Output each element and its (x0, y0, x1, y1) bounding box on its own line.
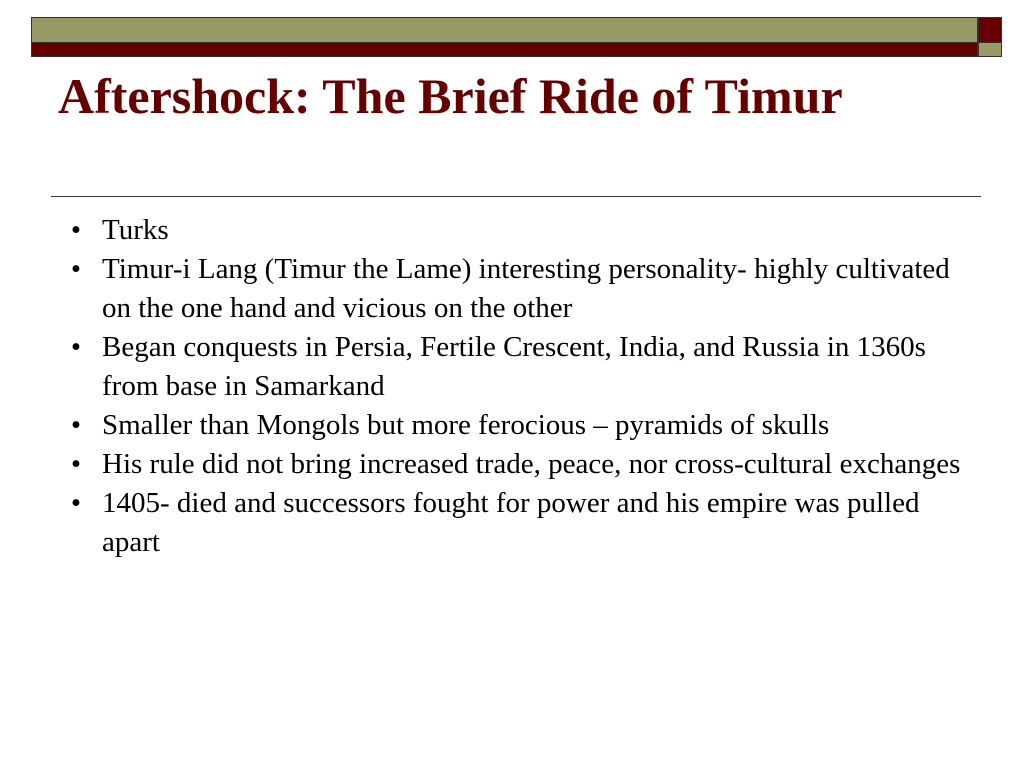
bullet-icon: • (70, 409, 82, 441)
header-bar-olive (31, 17, 978, 43)
slide-title: Aftershock: The Brief Ride of Timur (58, 68, 843, 124)
bullet-item (66, 484, 966, 562)
bullet-icon: • (70, 214, 82, 246)
header-square-maroon (978, 17, 1002, 43)
bullet-icon: • (70, 487, 82, 519)
header-square-olive (978, 43, 1002, 57)
bullet-item (66, 250, 966, 328)
bullet-item (66, 406, 966, 445)
header-bar-maroon (31, 43, 978, 57)
bullet-text: His rule did not bring increased trade, peace, nor cross-cultural exchanges (102, 448, 961, 480)
bullet-item (66, 211, 966, 250)
bullet-icon: • (70, 448, 82, 480)
bullet-text: 1405- died and successors fought for power and his empire was pulled apart (102, 487, 920, 558)
bullet-list (66, 211, 966, 562)
bullet-icon: • (70, 253, 82, 285)
bullet-text: Began conquests in Persia, Fertile Crescent, India, and Russia in 1360s from base in Samarkand (102, 331, 926, 402)
bullet-item (66, 328, 966, 406)
bullet-text: Timur-i Lang (Timur the Lame) interesting personality- highly cultivated on the one hand and vicious on the other (102, 253, 950, 324)
bullet-text: Turks (102, 214, 169, 246)
title-divider (51, 196, 981, 197)
bullet-item (66, 445, 966, 484)
bullet-text: Smaller than Mongols but more ferocious – pyramids of skulls (102, 409, 830, 441)
bullet-icon: • (70, 331, 82, 363)
